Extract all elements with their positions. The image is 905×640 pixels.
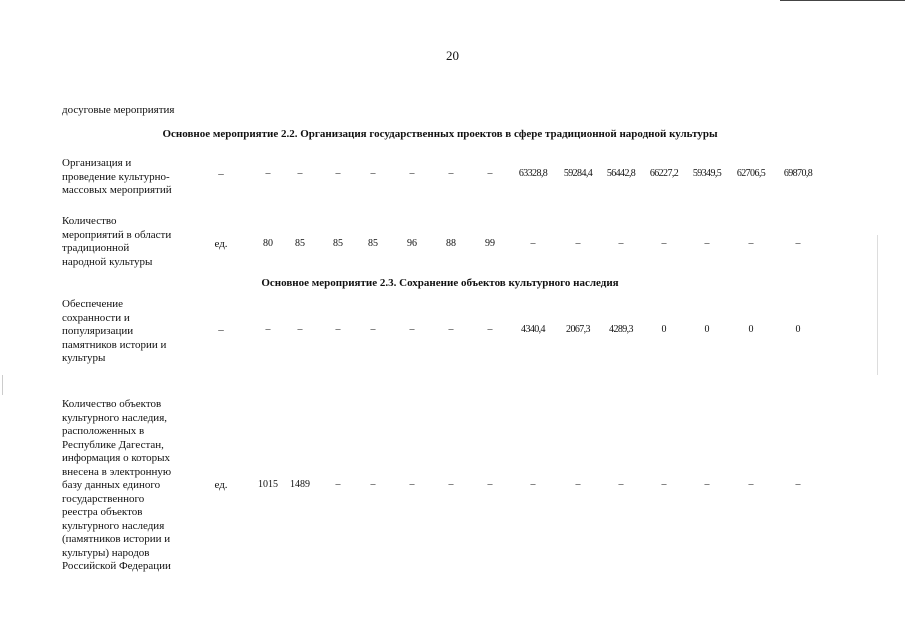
value-cell: – [661,238,667,249]
unit-cell: ед. [214,238,228,250]
value-cell: – [448,479,454,490]
row-label-line: (памятников истории и [62,533,171,545]
value-cell: 62706,5 [736,168,766,179]
row-label-line: проведение культурно- [62,170,170,183]
value-cell: – [661,479,667,490]
value-cell: – [265,324,271,335]
row-label-line: Организация и [62,157,132,169]
value-cell: – [370,324,376,335]
value-cell: – [618,238,624,249]
row-label-line: массовых мероприятий [62,184,172,196]
value-cell: 4289,3 [609,324,633,335]
row-label [62,215,212,269]
row-label-line: расположенных в [62,425,145,437]
row-label-line: памятников истории и [62,338,167,351]
value-cell: – [409,324,415,335]
value-cell: 0 [748,324,754,335]
value-cell: 63328,8 [518,168,548,179]
value-cell: – [370,479,376,490]
value-cell: – [297,168,303,179]
value-cell: – [487,324,493,335]
section-heading-2-2: Основное мероприятие 2.2. Организация государственных проектов в сфере традиционной народной культуры [162,128,718,140]
value-cell: – [409,479,415,490]
row-label-line: Республике Дагестан, [62,438,164,451]
top-border-line [780,0,905,1]
value-cell: 85 [333,238,343,249]
value-cell: – [409,168,415,179]
value-cell: – [530,238,536,249]
row-label-line: культурного наследия, [62,411,167,424]
section-heading-2-3: Основное мероприятие 2.3. Сохранение объектов культурного наследия [261,277,619,289]
value-cell: – [370,168,376,179]
row-label-line: Количество объектов [62,398,162,410]
row-label-line: культуры) народов [62,546,150,559]
value-cell: – [335,324,341,335]
value-cell: 59349,5 [692,168,722,179]
value-cell: 96 [407,238,417,249]
value-cell: – [265,168,271,179]
value-cell: 4340,4 [521,324,545,335]
scan-artifact-line [877,235,878,375]
value-cell: 56442,8 [606,168,636,179]
row-label-line: базу данных единого [62,479,161,491]
intro-text: досуговые мероприятия [62,104,175,116]
value-cell: – [795,238,801,249]
value-cell: 59284,4 [563,168,593,179]
unit-cell: ед. [214,479,228,491]
value-cell: – [795,479,801,490]
row-label-line: культуры [62,352,106,364]
value-cell: 66227,2 [649,168,679,179]
value-cell: – [748,238,754,249]
value-cell: – [335,168,341,179]
value-cell: 69870,8 [783,168,813,179]
value-cell: – [530,479,536,490]
row-label [62,298,212,366]
unit-cell: – [218,168,224,180]
row-label-line: культурного наследия [62,519,165,532]
row-label-line: мероприятий в области [62,228,172,241]
row-label-line: сохранности и [62,311,130,324]
row-label-line: Количество [62,215,117,227]
value-cell: 0 [704,324,710,335]
value-cell: 88 [446,238,456,249]
row-label-line: Российской Федерации [62,560,171,572]
value-cell: – [704,479,710,490]
value-cell: – [575,238,581,249]
row-label [62,398,212,574]
value-cell: 1489 [290,479,310,490]
value-cell: 99 [485,238,495,249]
value-cell: – [448,324,454,335]
row-label-line: традиционной [62,242,130,254]
row-label-line: популяризации [62,325,134,337]
row-label-line: внесена в электронную [62,465,172,478]
value-cell: – [487,479,493,490]
value-cell: – [297,324,303,335]
value-cell: 80 [263,238,273,249]
value-cell: – [618,479,624,490]
value-cell: 1015 [258,479,278,490]
value-cell: 0 [661,324,667,335]
value-cell: – [748,479,754,490]
value-cell: 85 [368,238,378,249]
value-cell: – [448,168,454,179]
row-label [62,157,212,198]
value-cell: – [704,238,710,249]
row-label-line: Обеспечение [62,298,123,310]
row-label-line: реестра объектов [62,506,143,518]
value-cell: 2067,3 [566,324,590,335]
unit-cell: – [218,324,224,336]
value-cell: 85 [295,238,305,249]
row-label-line: государственного [62,492,145,505]
row-label-line: информация о которых [62,452,171,464]
value-cell: – [335,479,341,490]
scan-artifact-mark [2,375,3,395]
row-label-line: народной культуры [62,255,153,268]
page-number: 20 [446,48,459,63]
value-cell: 0 [795,324,801,335]
value-cell: – [487,168,493,179]
value-cell: – [575,479,581,490]
